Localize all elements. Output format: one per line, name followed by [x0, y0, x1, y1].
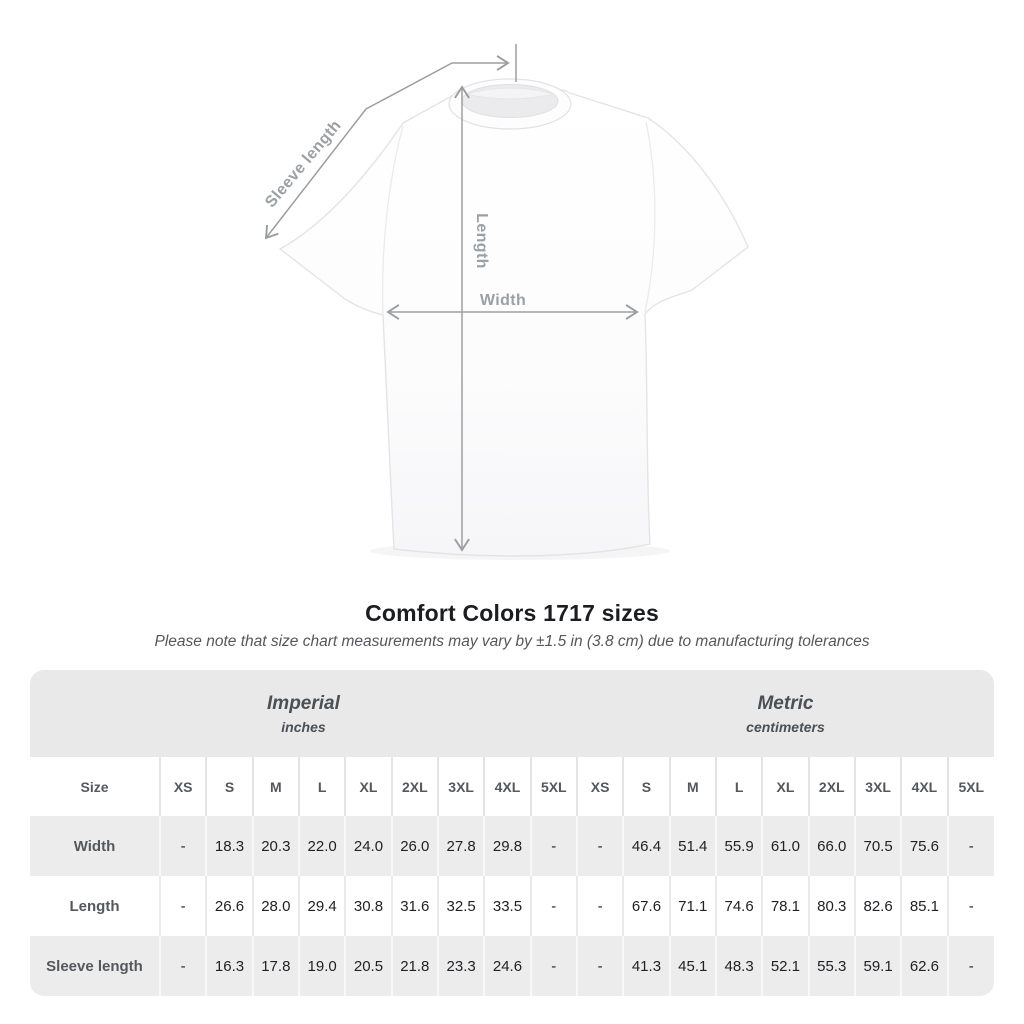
- measurement-cell: -: [577, 816, 623, 876]
- measurement-cell: 33.5: [484, 876, 530, 936]
- measurement-cell: 16.3: [206, 936, 252, 996]
- size-header-cell: M: [670, 757, 716, 816]
- measurement-cell: 74.6: [716, 876, 762, 936]
- length-label: Length: [473, 213, 490, 269]
- imperial-unit-label: inches: [281, 718, 326, 735]
- measurement-cell: -: [531, 816, 577, 876]
- measurement-cell: 78.1: [762, 876, 808, 936]
- measurement-cell: 62.6: [901, 936, 947, 996]
- imperial-group-header: [30, 670, 577, 757]
- tolerance-note: Please note that size chart measurements may vary by ±1.5 in (3.8 cm) due to manufacturing tolerances: [154, 633, 870, 650]
- width-label: Width: [479, 292, 527, 309]
- measurement-cell: 52.1: [762, 936, 808, 996]
- measurement-cell: -: [948, 876, 994, 936]
- measurement-cell: -: [577, 936, 623, 996]
- size-chart: [30, 670, 994, 996]
- size-header-cell: S: [206, 757, 252, 816]
- size-header-cell: XS: [577, 757, 623, 816]
- measurement-cell: 66.0: [809, 816, 855, 876]
- measurement-cell: 17.8: [253, 936, 299, 996]
- measurement-cell: 24.6: [484, 936, 530, 996]
- tshirt-body: [280, 86, 748, 556]
- measurement-cell: 51.4: [670, 816, 716, 876]
- measurement-cell: 48.3: [716, 936, 762, 996]
- measurement-cell: 75.6: [901, 816, 947, 876]
- row-label: Width: [73, 837, 116, 855]
- measurement-cell: 59.1: [855, 936, 901, 996]
- collar: [449, 79, 571, 129]
- measurement-cell: 85.1: [901, 876, 947, 936]
- measurement-cell: 20.3: [253, 816, 299, 876]
- measurement-cell: 80.3: [809, 876, 855, 936]
- measurement-cell: 41.3: [623, 936, 669, 996]
- sleeve-length-label: Sleeve length: [262, 117, 345, 212]
- measurement-cell: 29.4: [299, 876, 345, 936]
- size-header-cell: XL: [762, 757, 808, 816]
- size-header-cell: 4XL: [484, 757, 530, 816]
- measurement-cell: -: [948, 816, 994, 876]
- metric-label: Metric: [757, 692, 814, 714]
- size-header-cell: 5XL: [531, 757, 577, 816]
- size-header-cell: XS: [160, 757, 206, 816]
- row-label: Sleeve length: [46, 957, 143, 975]
- size-header-cell: 3XL: [438, 757, 484, 816]
- measurement-cell: 55.9: [716, 816, 762, 876]
- size-header-cell: 3XL: [855, 757, 901, 816]
- measurement-cell: 26.0: [392, 816, 438, 876]
- measurement-cell: 55.3: [809, 936, 855, 996]
- measurement-cell: 24.0: [345, 816, 391, 876]
- measurement-cell: 70.5: [855, 816, 901, 876]
- measurement-cell: -: [160, 936, 206, 996]
- measurement-cell: -: [160, 876, 206, 936]
- size-header-cell: 2XL: [392, 757, 438, 816]
- measurement-cell: -: [948, 936, 994, 996]
- measurement-cell: 45.1: [670, 936, 716, 996]
- measurement-cell: 67.6: [623, 876, 669, 936]
- metric-unit-label: centimeters: [746, 718, 825, 735]
- measurement-cell: 23.3: [438, 936, 484, 996]
- size-header-cell: 2XL: [809, 757, 855, 816]
- measurement-cell: -: [577, 876, 623, 936]
- length-row: [30, 876, 994, 936]
- width-row: [30, 816, 994, 876]
- size-header-cell: M: [253, 757, 299, 816]
- measurement-cell: 82.6: [855, 876, 901, 936]
- measurement-cell: 61.0: [762, 816, 808, 876]
- measurement-cell: 71.1: [670, 876, 716, 936]
- size-header-cell: L: [299, 757, 345, 816]
- measurement-cell: 27.8: [438, 816, 484, 876]
- page-title: Comfort Colors 1717 sizes: [365, 600, 659, 626]
- size-corner-header: Size: [30, 757, 160, 816]
- size-header-cell: 4XL: [901, 757, 947, 816]
- metric-group-header: [577, 670, 994, 757]
- measurement-cell: 21.8: [392, 936, 438, 996]
- measurement-cell: 18.3: [206, 816, 252, 876]
- measurement-cell: 19.0: [299, 936, 345, 996]
- measurement-cell: 29.8: [484, 816, 530, 876]
- imperial-label: Imperial: [267, 692, 340, 714]
- tshirt-graphic: [280, 79, 748, 560]
- measurement-cell: 20.5: [345, 936, 391, 996]
- size-header-row: [30, 757, 994, 816]
- size-chart-caption: [0, 598, 1024, 651]
- measurement-cell: -: [531, 876, 577, 936]
- measurement-cell: 30.8: [345, 876, 391, 936]
- size-header-cell: S: [623, 757, 669, 816]
- measurement-cell: -: [531, 936, 577, 996]
- measurement-cell: 32.5: [438, 876, 484, 936]
- row-label: Length: [69, 897, 120, 915]
- measurement-cell: 31.6: [392, 876, 438, 936]
- measurement-cell: -: [160, 816, 206, 876]
- size-table: [30, 670, 994, 996]
- size-header-cell: 5XL: [948, 757, 994, 816]
- measurement-cell: 22.0: [299, 816, 345, 876]
- measurement-cell: 26.6: [206, 876, 252, 936]
- size-header-cell: XL: [345, 757, 391, 816]
- units-header-row: [30, 670, 994, 757]
- measurement-cell: 46.4: [623, 816, 669, 876]
- measurement-cell: 28.0: [253, 876, 299, 936]
- sleeve-length-row: [30, 936, 994, 996]
- size-header-cell: L: [716, 757, 762, 816]
